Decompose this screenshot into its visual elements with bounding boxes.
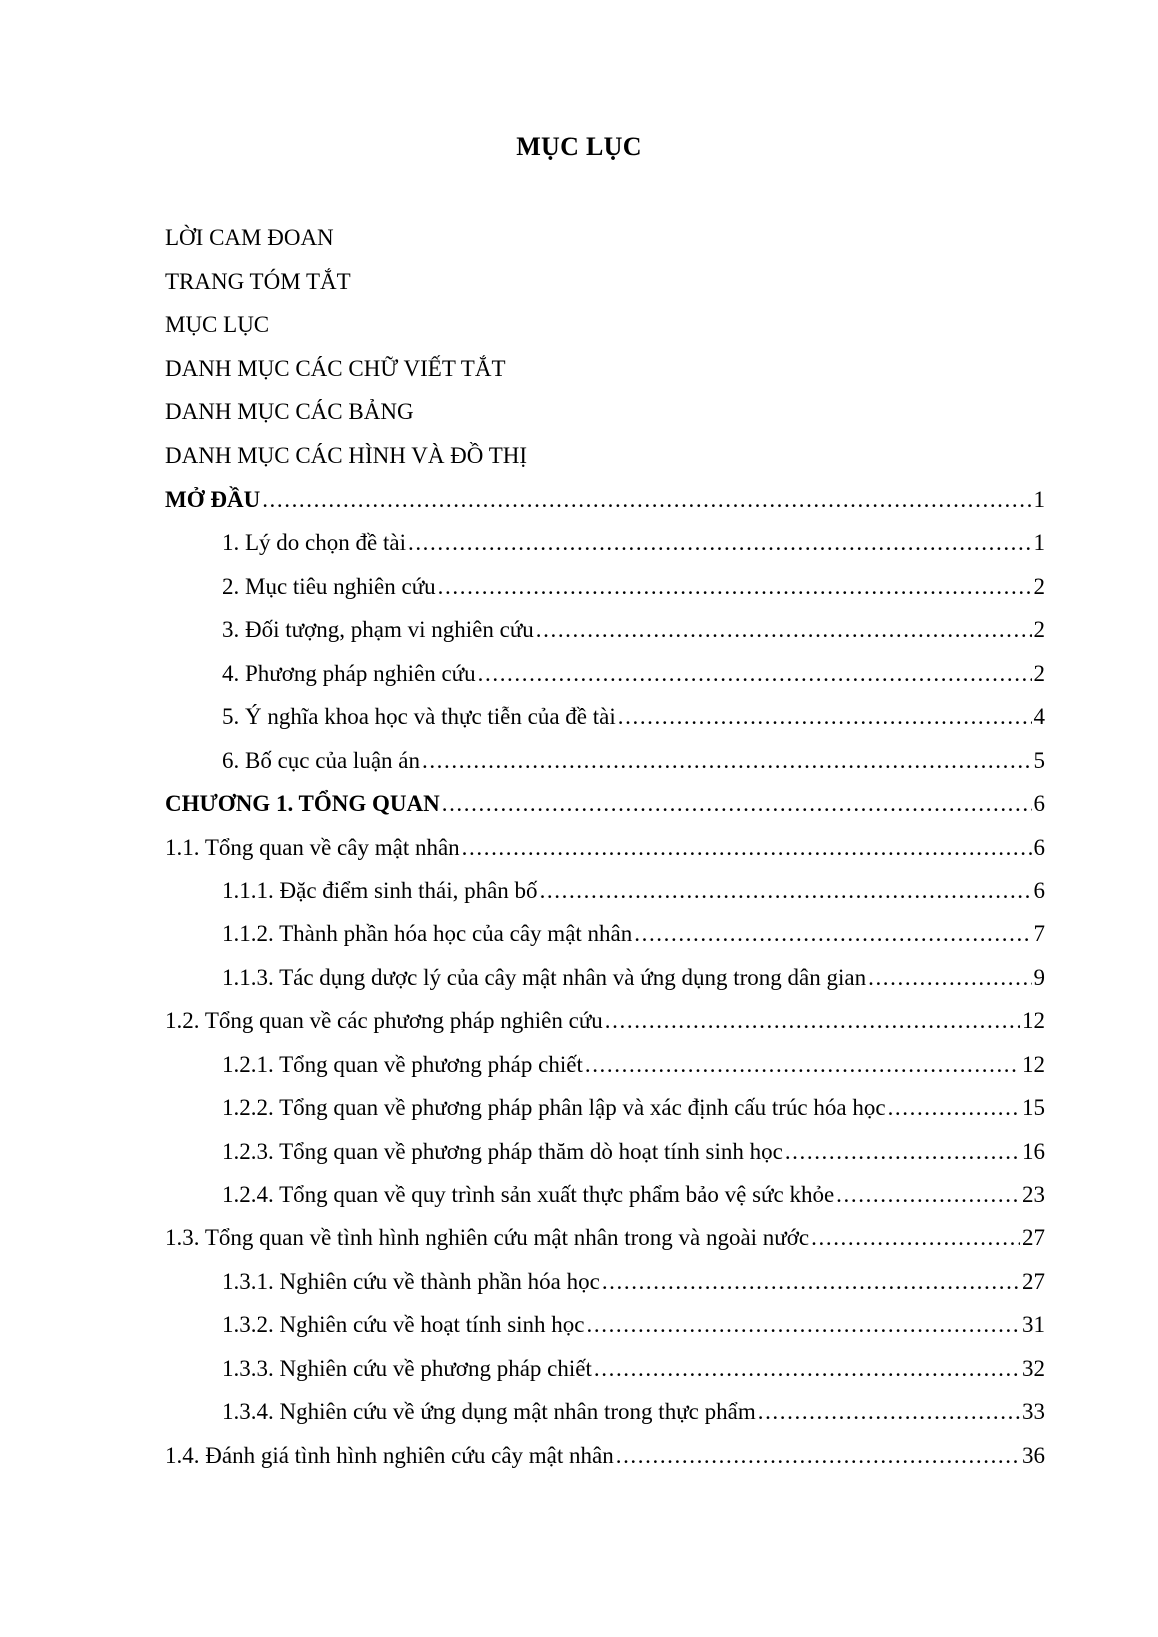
toc-entry-title: 1.2.3. Tổng quan về phương pháp thăm dò hoạt tính sinh học (222, 1138, 783, 1164)
toc-page-number: 6 (1033, 877, 1045, 903)
dot-leader (836, 1173, 1020, 1216)
dot-leader (585, 1043, 1020, 1086)
toc-page-number: 31 (1022, 1312, 1045, 1338)
toc-entry-title: 1.2. Tổng quan về các phương pháp nghiên cứu (165, 1008, 603, 1034)
front-matter-item: DANH MỤC CÁC HÌNH VÀ ĐỒ THỊ (165, 442, 528, 468)
toc-page-number: 7 (1033, 921, 1045, 947)
dot-leader (811, 1216, 1020, 1259)
toc-entry-title: 1.1.3. Tác dụng dược lý của cây mật nhân và ứng dụng trong dân gian (222, 964, 867, 990)
toc-entry-title: MỞ ĐẦU (165, 487, 261, 512)
toc-entry[interactable] (165, 1086, 1045, 1129)
dot-leader (462, 826, 1032, 869)
toc-page-number: 1 (1033, 487, 1045, 512)
dot-leader (540, 869, 1032, 912)
toc-entry-title: 1. Lý do chọn đề tài (222, 530, 406, 556)
toc-entry[interactable] (165, 1216, 1045, 1259)
toc-entry[interactable] (165, 1043, 1045, 1086)
toc-page-number: 15 (1022, 1095, 1045, 1121)
toc-page-number: 33 (1022, 1399, 1045, 1425)
dot-leader (616, 1434, 1020, 1477)
toc-entry-title: 1.3.4. Nghiên cứu về ứng dụng mật nhân trong thực phẩm (222, 1399, 756, 1425)
toc-entry-title: 2. Mục tiêu nghiên cứu (222, 573, 436, 599)
dot-leader (785, 1130, 1020, 1173)
toc-entry-title: 1.3.3. Nghiên cứu về phương pháp chiết (222, 1355, 592, 1381)
toc-entry-title: 1.2.4. Tổng quan về quy trình sản xuất thực phẩm bảo vệ sức khỏe (222, 1182, 835, 1207)
toc-entry[interactable] (165, 1260, 1045, 1303)
toc-entry[interactable] (165, 869, 1045, 912)
toc-page-number: 12 (1022, 1008, 1045, 1034)
toc-entry[interactable] (165, 1303, 1045, 1346)
toc-page-number: 4 (1033, 704, 1045, 730)
front-matter-item: DANH MỤC CÁC CHỮ VIẾT TẮT (165, 355, 506, 381)
toc-page-number: 2 (1033, 660, 1045, 686)
toc-entry-title: 3. Đối tượng, phạm vi nghiên cứu (222, 617, 534, 643)
toc-entry[interactable] (165, 739, 1045, 782)
front-matter-item: TRANG TÓM TẮT (165, 268, 351, 294)
front-matter-item: DANH MỤC CÁC BẢNG (165, 399, 414, 425)
toc-entry-title: 1.4. Đánh giá tình hình nghiên cứu cây mật nhân (165, 1442, 614, 1468)
dot-leader (594, 1347, 1020, 1390)
toc-entry[interactable] (165, 1173, 1045, 1216)
dot-leader (868, 956, 1031, 999)
toc-entry-title: 1.3.2. Nghiên cứu về hoạt tính sinh học (222, 1312, 585, 1338)
toc-page-number: 1 (1033, 530, 1045, 556)
dot-leader (618, 695, 1032, 738)
toc-entry[interactable] (165, 782, 1045, 825)
toc-entry-title: 1.1.1. Đặc điểm sinh thái, phân bố (222, 877, 538, 903)
toc-entry[interactable] (165, 695, 1045, 738)
toc-page-number: 32 (1022, 1355, 1045, 1381)
toc-entry-title: CHƯƠNG 1. TỔNG QUAN (165, 791, 440, 817)
toc-entry[interactable] (165, 1347, 1045, 1390)
toc-entry[interactable] (165, 565, 1045, 608)
toc-entry-title: 1.1. Tổng quan về cây mật nhân (165, 834, 460, 860)
toc-entry[interactable] (165, 521, 1045, 564)
toc-page-number: 2 (1033, 617, 1045, 643)
toc-entry[interactable] (165, 999, 1045, 1042)
dot-leader (587, 1303, 1020, 1346)
toc-entry-title: 5. Ý nghĩa khoa học và thực tiễn của đề tài (222, 704, 616, 730)
toc-page-number: 23 (1022, 1182, 1045, 1207)
toc-entry[interactable] (165, 478, 1045, 521)
dot-leader (438, 565, 1032, 608)
dot-leader (536, 608, 1032, 651)
front-matter-list (165, 216, 527, 478)
toc-entry-title: 1.1.2. Thành phần hóa học của cây mật nhân (222, 921, 633, 947)
dot-leader (602, 1260, 1020, 1303)
toc-entry-title: 1.2.1. Tổng quan về phương pháp chiết (222, 1051, 583, 1077)
toc-entry[interactable] (165, 1130, 1045, 1173)
toc-entry[interactable] (165, 652, 1045, 695)
toc-entry[interactable] (165, 826, 1045, 869)
dot-leader (262, 478, 1031, 521)
toc-entry-title: 4. Phương pháp nghiên cứu (222, 660, 476, 686)
toc-entry-title: 1.2.2. Tổng quan về phương pháp phân lập và xác định cấu trúc hóa học (222, 1095, 886, 1121)
toc-page-number: 27 (1022, 1225, 1045, 1251)
toc-page-number: 9 (1033, 964, 1045, 990)
dot-leader (758, 1390, 1020, 1433)
toc-page-number: 36 (1022, 1442, 1045, 1468)
dot-leader (605, 999, 1020, 1042)
toc-entry[interactable] (165, 912, 1045, 955)
toc-entry[interactable] (165, 956, 1045, 999)
toc-entry-title: 6. Bố cục của luận án (222, 747, 420, 773)
toc-page-number: 2 (1033, 573, 1045, 599)
dot-leader (408, 521, 1032, 564)
toc-entry-title: 1.3. Tổng quan về tình hình nghiên cứu mật nhân trong và ngoài nước (165, 1225, 810, 1251)
front-matter-item: LỜI CAM ĐOAN (165, 225, 334, 250)
toc-entry[interactable] (165, 1390, 1045, 1433)
toc-page-number: 27 (1022, 1268, 1045, 1294)
toc-page-number: 6 (1033, 791, 1045, 817)
toc-page-number: 6 (1033, 834, 1045, 860)
table-of-contents (165, 478, 1045, 1477)
toc-page-number: 12 (1022, 1051, 1045, 1077)
toc-page-number: 5 (1033, 747, 1045, 773)
dot-leader (478, 652, 1032, 695)
dot-leader (422, 739, 1032, 782)
page-title: MỤC LỤC (516, 132, 642, 161)
toc-entry[interactable] (165, 608, 1045, 651)
toc-page-number: 16 (1022, 1138, 1045, 1164)
toc-entry[interactable] (165, 1434, 1045, 1477)
dot-leader (888, 1086, 1020, 1129)
dot-leader (442, 782, 1032, 825)
front-matter-item: MỤC LỤC (165, 312, 270, 338)
toc-entry-title: 1.3.1. Nghiên cứu về thành phần hóa học (222, 1268, 600, 1294)
dot-leader (634, 912, 1031, 955)
